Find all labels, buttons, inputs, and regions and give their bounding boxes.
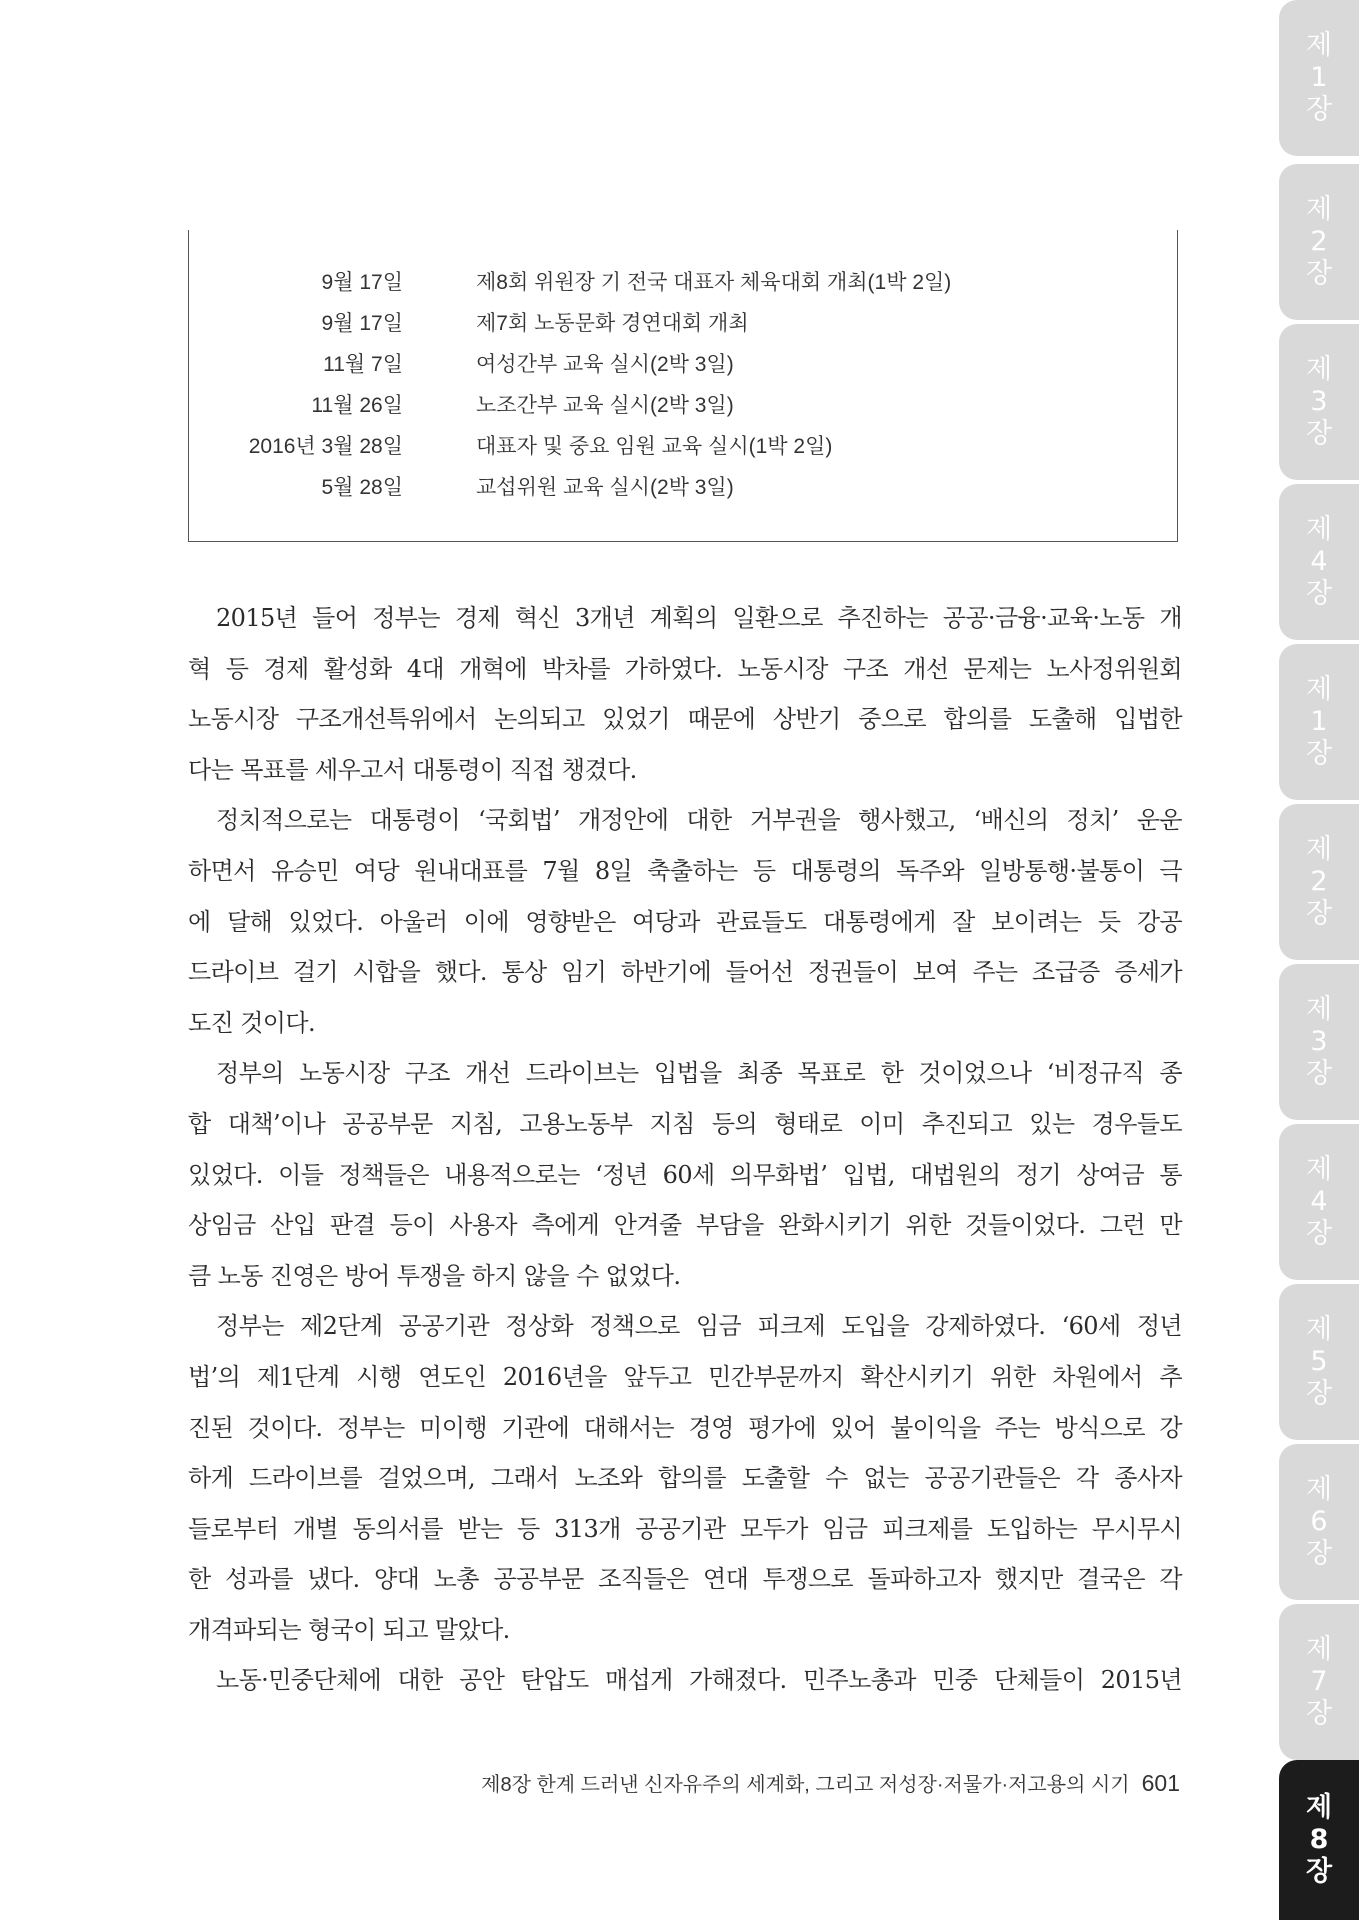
- schedule-event: 여성간부 교육 실시(2박 3일): [476, 353, 734, 376]
- tab-char: 4: [1310, 1186, 1328, 1217]
- tab-char: 2: [1310, 866, 1328, 897]
- schedule-date: 2016년 3월 28일: [248, 435, 403, 458]
- tab-char: 6: [1310, 1506, 1328, 1537]
- tab-char: 제: [1305, 1474, 1333, 1505]
- page-number: 601: [1141, 1770, 1180, 1796]
- chapter-tab-9[interactable]: [1279, 1284, 1359, 1440]
- tab-char: 제: [1305, 514, 1333, 545]
- paragraph-line: 들로부터 개별 동의서를 받는 등 313개 공공기관 모두가 임금 피크제를 도입하는 무시무시: [188, 1514, 1182, 1543]
- tab-char: 제: [1305, 1634, 1333, 1665]
- paragraph-line: 도진 것이다.: [188, 1008, 315, 1037]
- paragraph-line: 상임금 산입 판결 등이 사용자 측에게 안겨줄 부담을 완화시키기 위한 것들이었다. 그런 만: [188, 1211, 1182, 1240]
- tab-char: 제: [1305, 674, 1333, 705]
- chapter-tab-12-active[interactable]: [1279, 1760, 1359, 1920]
- tab-char: 장: [1305, 1378, 1333, 1409]
- tab-char: 4: [1310, 546, 1328, 577]
- paragraph-line: 정치적으로는 대통령이 ‘국회법’ 개정안에 대한 거부권을 행사했고, ‘배신의 정치’ 운운: [216, 806, 1182, 835]
- paragraph-line: 있었다. 이들 정책들은 내용적으로는 ‘정년 60세 의무화법’ 입법, 대법원의 정기 상여금 통: [188, 1160, 1182, 1189]
- schedule-event: 제7회 노동문화 경연대회 개최: [476, 312, 749, 335]
- schedule-row: [189, 471, 1177, 511]
- tab-char: 5: [1310, 1346, 1328, 1377]
- paragraph-line: 노동시장 구조개선특위에서 논의되고 있었기 때문에 상반기 중으로 합의를 도출해 입법한: [188, 705, 1182, 734]
- schedule-row: [189, 348, 1177, 388]
- chapter-tab-1[interactable]: [1279, 0, 1359, 156]
- tab-char: 장: [1305, 418, 1333, 449]
- paragraph-line: 노동·민중단체에 대한 공안 탄압도 매섭게 가해졌다. 민주노총과 민중 단체들이 2015년: [216, 1666, 1182, 1695]
- schedule-date: 11월 7일: [323, 353, 403, 376]
- schedule-box: [188, 230, 1178, 542]
- chapter-tab-11[interactable]: [1279, 1604, 1359, 1760]
- paragraph-line: 큼 노동 진영은 방어 투쟁을 하지 않을 수 없었다.: [188, 1261, 681, 1290]
- chapter-tab-6[interactable]: [1279, 804, 1359, 960]
- tab-char: 장: [1305, 258, 1333, 289]
- schedule-date: 5월 28일: [321, 476, 403, 499]
- schedule-event: 노조간부 교육 실시(2박 3일): [476, 394, 734, 417]
- tab-char: 8: [1309, 1824, 1329, 1855]
- schedule-row: [189, 389, 1177, 429]
- paragraph-line: 정부는 제2단계 공공기관 정상화 정책으로 임금 피크제 도입을 강제하였다. ‘60세 정년: [216, 1312, 1182, 1341]
- chapter-tab-10[interactable]: [1279, 1444, 1359, 1600]
- chapter-tab-7[interactable]: [1279, 964, 1359, 1120]
- schedule-event: 대표자 및 중요 임원 교육 실시(1박 2일): [476, 435, 833, 458]
- paragraph-line: 에 달해 있었다. 아울러 이에 영향받은 여당과 관료들도 대통령에게 잘 보이려는 듯 강공: [188, 907, 1182, 936]
- schedule-date: 9월 17일: [321, 271, 403, 294]
- schedule-row: [189, 430, 1177, 470]
- tab-char: 장: [1305, 898, 1333, 929]
- paragraph-line: 혁 등 경제 활성화 4대 개혁에 박차를 가하였다. 노동시장 구조 개선 문제는 노사정위원회: [188, 654, 1182, 683]
- paragraph-line: 하게 드라이브를 걸었으며, 그래서 노조와 합의를 도출할 수 없는 공공기관들은 각 종사자: [188, 1464, 1182, 1493]
- schedule-row: [189, 307, 1177, 347]
- paragraph-line: 드라이브 걸기 시합을 했다. 통상 임기 하반기에 들어선 정권들이 보여 주는 조급증 증세가: [188, 958, 1182, 987]
- paragraph-line: 2015년 들어 정부는 경제 혁신 3개년 계획의 일환으로 추진하는 공공·금융·교육·노동 개: [216, 604, 1182, 632]
- schedule-date: 11월 26일: [311, 394, 403, 417]
- tab-char: 3: [1310, 1026, 1328, 1057]
- page-footer: [440, 1768, 1180, 1797]
- paragraph-line: 개격파되는 형국이 되고 말았다.: [188, 1615, 510, 1644]
- tab-char: 장: [1305, 1218, 1333, 1249]
- tab-char: 제: [1305, 994, 1333, 1025]
- paragraph-line: 다는 목표를 세우고서 대통령이 직접 챙겼다.: [188, 755, 637, 784]
- paragraph-line: 법’의 제1단계 시행 연도인 2016년을 앞두고 민간부문까지 확산시키기 위한 차원에서 추: [188, 1362, 1182, 1391]
- tab-char: 2: [1310, 226, 1328, 257]
- chapter-tab-4[interactable]: [1279, 484, 1359, 640]
- tab-char: 제: [1305, 1154, 1333, 1185]
- chapter-tab-5[interactable]: [1279, 644, 1359, 800]
- schedule-event: 교섭위원 교육 실시(2박 3일): [476, 476, 734, 499]
- tab-char: 장: [1305, 1698, 1333, 1729]
- paragraph-line: 하면서 유승민 여당 원내대표를 7월 8일 축출하는 등 대통령의 독주와 일방통행·불통이 극: [188, 856, 1182, 885]
- paragraph-line: 한 성과를 냈다. 양대 노총 공공부문 조직들은 연대 투쟁으로 돌파하고자 했지만 결국은 각: [188, 1565, 1182, 1594]
- schedule-date: 9월 17일: [321, 312, 403, 335]
- tab-char: 제: [1305, 1314, 1333, 1345]
- schedule-row: [189, 266, 1177, 306]
- tab-char: 제: [1305, 1792, 1333, 1823]
- tab-char: 장: [1305, 1538, 1333, 1569]
- tab-char: 제: [1305, 834, 1333, 865]
- tab-char: 장: [1305, 578, 1333, 609]
- tab-char: 1: [1310, 62, 1328, 93]
- chapter-tab-3[interactable]: [1279, 324, 1359, 480]
- running-title: 제8장 한계 드러낸 신자유주의 세계화, 그리고 저성장·저물가·저고용의 시기: [481, 1774, 1130, 1796]
- paragraph-line: 합 대책’이나 공공부문 지침, 고용노동부 지침 등의 형태로 이미 추진되고 있는 경우들도: [188, 1109, 1182, 1138]
- tab-char: 제: [1305, 30, 1333, 61]
- tab-char: 3: [1310, 386, 1328, 417]
- tab-char: 장: [1305, 738, 1333, 769]
- chapter-tab-8[interactable]: [1279, 1124, 1359, 1280]
- tab-char: 제: [1305, 354, 1333, 385]
- schedule-event: 제8회 위원장 기 전국 대표자 체육대회 개최(1박 2일): [476, 271, 952, 294]
- tab-char: 장: [1305, 94, 1333, 125]
- tab-char: 제: [1305, 194, 1333, 225]
- paragraph-line: 정부의 노동시장 구조 개선 드라이브는 입법을 최종 목표로 한 것이었으나 ‘비정규직 종: [216, 1059, 1182, 1088]
- tab-char: 장: [1305, 1856, 1333, 1887]
- tab-char: 7: [1310, 1666, 1328, 1697]
- tab-char: 장: [1305, 1058, 1333, 1089]
- tab-char: 1: [1310, 706, 1328, 737]
- body-text: [188, 593, 1182, 1706]
- chapter-tab-2[interactable]: [1279, 164, 1359, 320]
- paragraph-line: 진된 것이다. 정부는 미이행 기관에 대해서는 경영 평가에 있어 불이익을 주는 방식으로 강: [188, 1413, 1182, 1442]
